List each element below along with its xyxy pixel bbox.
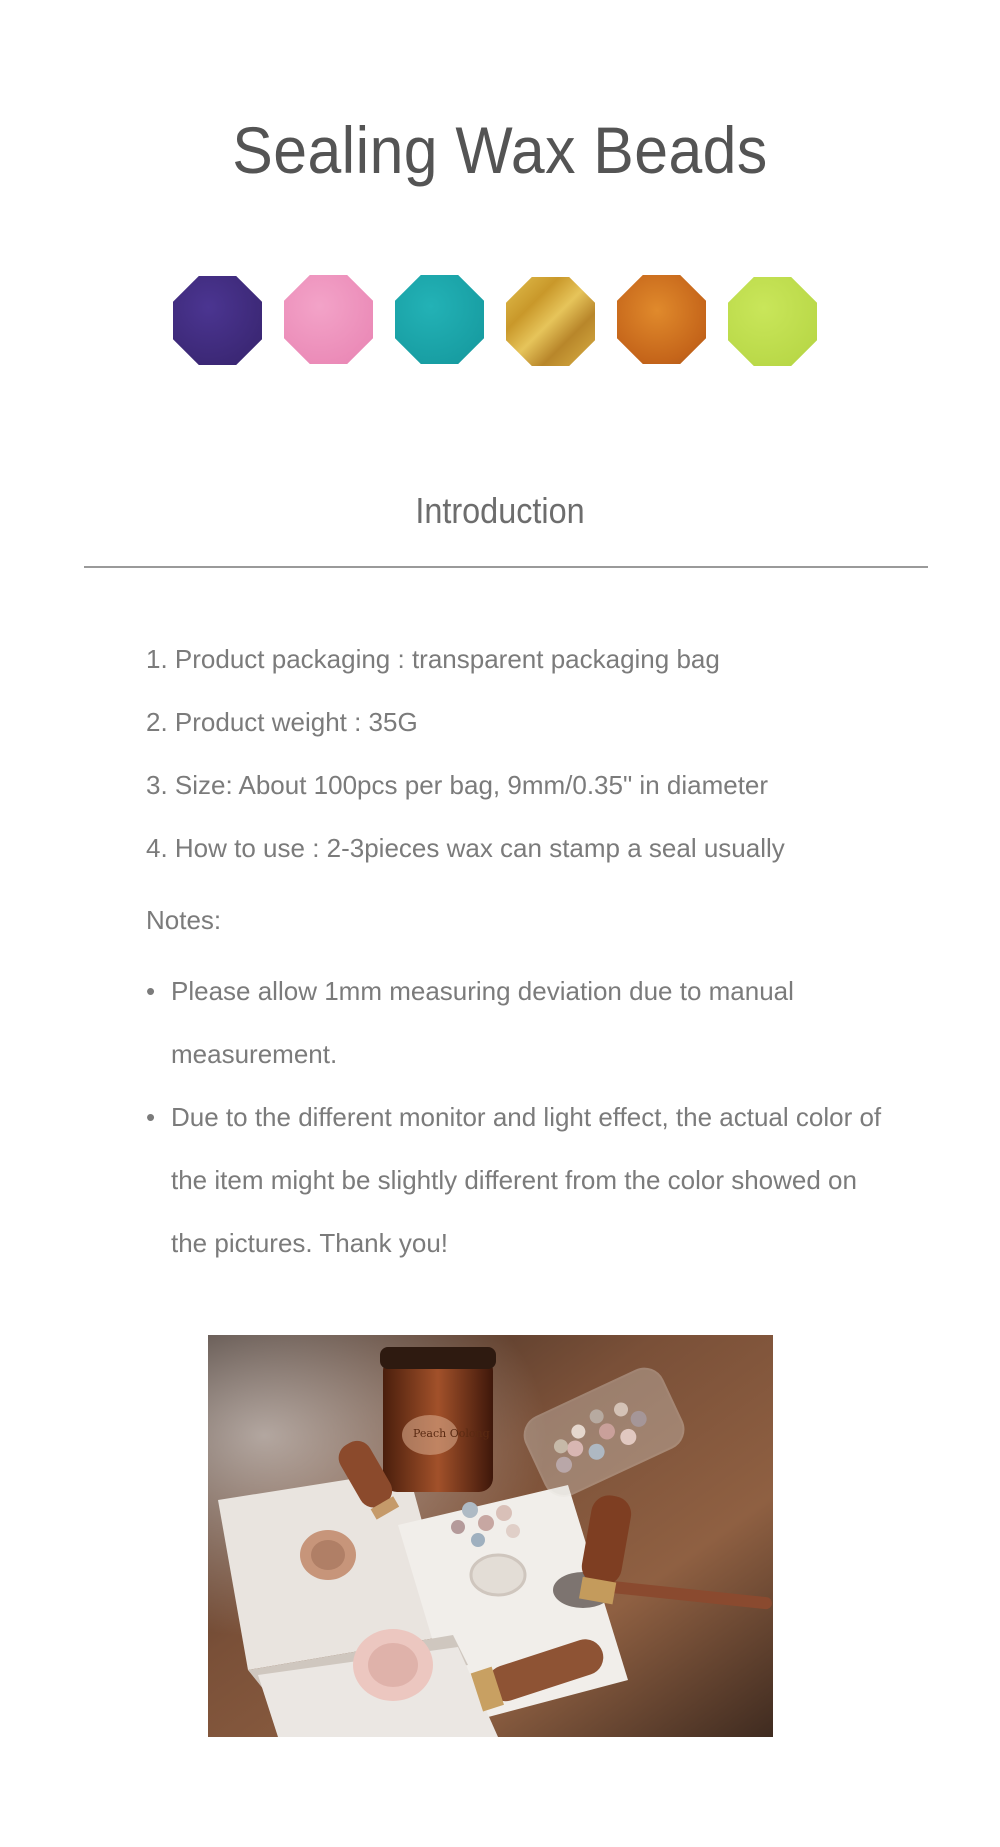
detail-size: 3. Size: About 100pcs per bag, 9mm/0.35" in diameter bbox=[146, 770, 769, 800]
notes-list bbox=[146, 960, 896, 1275]
note-item bbox=[146, 960, 896, 1086]
bullet-icon: • bbox=[146, 1102, 156, 1132]
swatch-pink bbox=[284, 275, 373, 364]
bullet-icon: • bbox=[146, 976, 156, 1006]
swatch-amber-orange bbox=[617, 275, 706, 364]
detail-weight: 2. Product weight : 35G bbox=[146, 707, 418, 737]
divider bbox=[84, 566, 928, 568]
swatch-marbled-gold bbox=[506, 277, 595, 366]
note-item bbox=[146, 1086, 896, 1275]
swatch-lime bbox=[728, 277, 817, 366]
notes-title: Notes: bbox=[146, 905, 222, 935]
swatch-purple bbox=[173, 276, 262, 365]
note-text: Due to the different monitor and light effect, the actual color of the item might be slightly different from the color showed on the pictures. Thank you! bbox=[171, 1102, 882, 1258]
details-list bbox=[146, 628, 906, 880]
page-title: Sealing Wax Beads bbox=[232, 113, 768, 187]
detail-packaging: 1. Product packaging : transparent packaging bag bbox=[146, 644, 720, 674]
jar-label-text: Peach Oolong bbox=[413, 1427, 490, 1440]
color-swatches bbox=[0, 275, 1000, 370]
note-text: Please allow 1mm measuring deviation due to manual measurement. bbox=[171, 976, 794, 1069]
detail-usage: 4. How to use : 2-3pieces wax can stamp a seal usually bbox=[146, 833, 785, 863]
swatch-teal bbox=[395, 275, 484, 364]
introduction-heading: Introduction bbox=[415, 490, 585, 531]
product-photo bbox=[208, 1335, 773, 1737]
